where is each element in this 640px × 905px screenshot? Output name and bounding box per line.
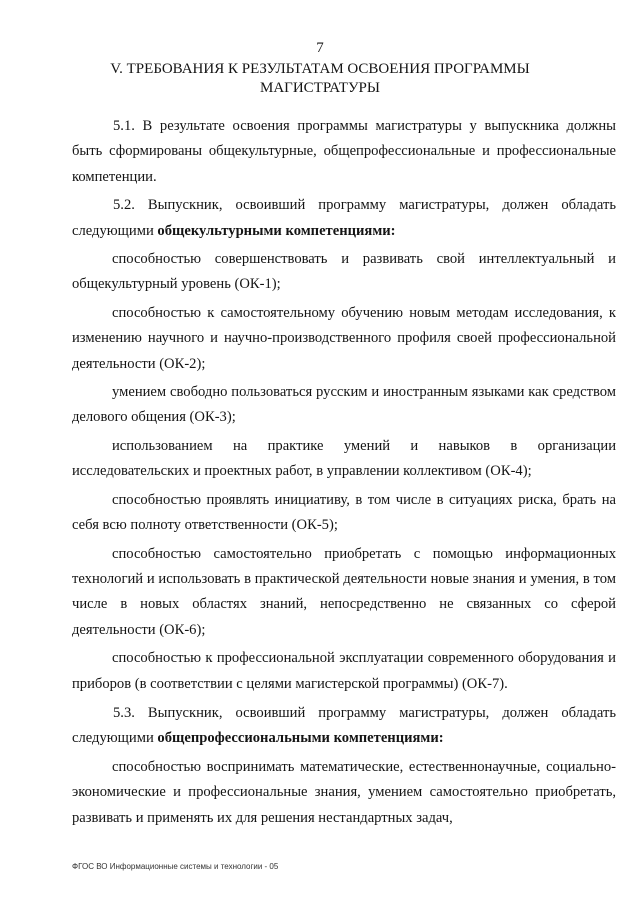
paragraph-5-2-bold: общекультурными компетенциями: [157,222,396,239]
paragraph-5-2-text: 5.2. Выпускник, освоивший программу магистратуры, должен обладать следующими [72,197,616,239]
competence-ok-1: способностью совершенствовать и развивать свой интеллектуальный и общекультурный уровень (ОК-1); [72,251,616,293]
paragraph-5-2 [72,193,616,244]
page-number: 7 [316,40,324,56]
paragraph-5-3-bold: общепрофессиональными компетенциями: [157,730,444,747]
competence-opk-1: способностью воспринимать математические, естественнонаучные, социально-экономические и профессиональные знания, умением самостоятельно приобретать, развивать и применять их для решения нестандартных задач, [72,758,616,826]
section-title-line-2: МАГИСТРАТУРЫ [260,80,380,96]
paragraph-5-1: 5.1. В результате освоения программы магистратуры у выпускника должны быть сформированы общекультурные, общепрофессиональные и профессиональные компетенции. [72,118,616,185]
competence-ok-2: способностью к самостоятельному обучению новым методам исследования, к изменению научного и научно-производственного профиля своей профессиональной деятельности (ОК-2); [72,304,616,372]
competence-ok-3: умением свободно пользоваться русским и иностранным языками как средством делового общения (ОК-3); [72,384,616,426]
competence-ok-6: способностью самостоятельно приобретать с помощью информационных технологий и использовать в практической деятельности новые знания и умения, в том числе в новых областях знаний, непосредственно не связанных со сферой деятельности (ОК-6); [72,545,616,638]
competence-ok-5: способностью проявлять инициативу, в том числе в ситуациях риска, брать на себя всю полноту ответственности (ОК-5); [72,491,616,534]
page-footer: ФГОС ВО Информационные системы и технологии - 05 [72,862,279,871]
paragraph-5-3-text: 5.3. Выпускник, освоивший программу магистратуры, должен обладать следующими [72,704,616,747]
competence-ok-7: способностью к профессиональной эксплуатации современного оборудования и приборов (в соответствии с целями магистерской программы) (ОК-7). [72,650,616,692]
competence-ok-4: использованием на практике умений и навыков в организации исследовательских и проектных работ, в управлении коллективом (ОК-4); [72,437,616,480]
section-title-line-1: V. ТРЕБОВАНИЯ К РЕЗУЛЬТАТАМ ОСВОЕНИЯ ПРОГРАММЫ [110,61,530,77]
document-body [72,114,616,831]
paragraph-5-3 [72,701,616,752]
section-title [0,60,640,98]
